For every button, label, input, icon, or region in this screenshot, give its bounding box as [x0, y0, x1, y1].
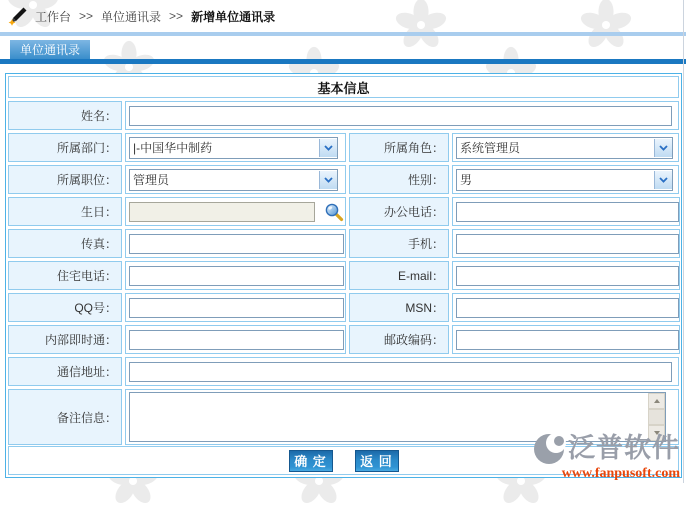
fax-input[interactable]: [129, 234, 344, 254]
page-edge: [683, 0, 684, 483]
tab-strip: [0, 36, 686, 59]
home-phone-input[interactable]: [129, 266, 344, 286]
chevron-down-icon: [319, 171, 337, 189]
logo-url: www.fanpusoft.com: [561, 465, 680, 481]
mobile-input[interactable]: [456, 234, 679, 254]
position-label: 所属职位：: [8, 165, 122, 194]
mobile-label: 手机：: [349, 229, 449, 258]
remarks-label: 备注信息：: [8, 389, 122, 445]
msn-label: MSN：: [349, 293, 449, 322]
breadcrumb-item-unit-directory[interactable]: 单位通讯录: [101, 9, 162, 24]
row-remarks: [8, 389, 679, 443]
back-button[interactable]: 返 回: [355, 450, 399, 472]
internal-im-label: 内部即时通：: [8, 325, 122, 354]
row-qq-msn: [8, 293, 679, 322]
breadcrumb-separator: >>: [169, 9, 184, 23]
office-phone-label: 办公电话：: [349, 197, 449, 226]
birthday-label: 生日：: [8, 197, 122, 226]
name-input[interactable]: [129, 106, 672, 126]
form-footer: [8, 446, 679, 475]
email-label: E-mail：: [349, 261, 449, 290]
row-address: [8, 357, 679, 386]
form-title: 基本信息: [8, 76, 679, 98]
office-phone-input[interactable]: [456, 202, 679, 222]
logo-text: 泛普软件: [568, 433, 680, 464]
divider-bar-dark: [0, 59, 686, 64]
postal-code-label: 邮政编码：: [349, 325, 449, 354]
row-fax-mobile: [8, 229, 679, 258]
gender-select[interactable]: [456, 169, 673, 191]
scrollbar-thumb[interactable]: [648, 409, 665, 425]
scroll-down-icon[interactable]: [648, 425, 665, 441]
postal-code-input[interactable]: [456, 330, 679, 350]
gender-select-value: 男: [460, 173, 473, 187]
row-homephone-email: [8, 261, 679, 290]
row-im-postal: [8, 325, 679, 354]
email-input[interactable]: [456, 266, 679, 286]
pen-icon: [8, 7, 27, 26]
birthday-input[interactable]: [129, 202, 315, 222]
remarks-field: [129, 392, 666, 442]
role-select[interactable]: [456, 137, 673, 159]
qq-label: QQ号：: [8, 293, 122, 322]
name-label: 姓名：: [8, 101, 122, 130]
tab-label: 单位通讯录: [20, 43, 81, 57]
ok-button[interactable]: 确 定: [289, 450, 333, 472]
gender-label: 性别：: [349, 165, 449, 194]
row-position-gender: [8, 165, 679, 194]
department-label: 所属部门：: [8, 133, 122, 162]
home-phone-label: 住宅电话：: [8, 261, 122, 290]
magnifier-icon[interactable]: [324, 202, 344, 222]
remarks-textarea[interactable]: [130, 393, 648, 441]
tab-unit-directory[interactable]: [10, 40, 90, 59]
row-birthday-officephone: [8, 197, 679, 226]
chevron-down-icon: [654, 171, 672, 189]
basic-info-table: [5, 73, 682, 478]
breadcrumb: [0, 0, 686, 32]
fax-label: 传真：: [8, 229, 122, 258]
address-input[interactable]: [129, 362, 672, 382]
department-select[interactable]: [129, 137, 338, 159]
role-label: 所属角色：: [349, 133, 449, 162]
chevron-down-icon: [319, 139, 337, 157]
row-department-role: [8, 133, 679, 162]
breadcrumb-item-workbench[interactable]: 工作台: [35, 9, 72, 24]
breadcrumb-item-new-entry: 新增单位通讯录: [191, 9, 276, 24]
remarks-scrollbar[interactable]: [648, 393, 665, 441]
role-select-value: 系统管理员: [460, 141, 521, 155]
scroll-up-icon[interactable]: [648, 393, 665, 409]
position-select[interactable]: [129, 169, 338, 191]
position-select-value: 管理员: [133, 173, 170, 187]
chevron-down-icon: [654, 139, 672, 157]
qq-input[interactable]: [129, 298, 344, 318]
department-select-value: |-中国华中制药: [133, 141, 213, 155]
breadcrumb-separator: >>: [79, 9, 94, 23]
row-name: [8, 101, 679, 130]
internal-im-input[interactable]: [129, 330, 344, 350]
msn-input[interactable]: [456, 298, 679, 318]
address-label: 通信地址：: [8, 357, 122, 386]
